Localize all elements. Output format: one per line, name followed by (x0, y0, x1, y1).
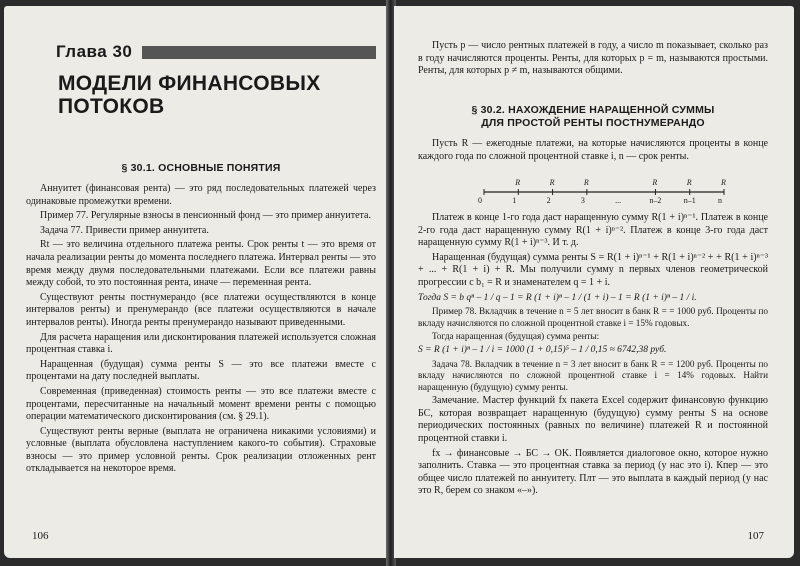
right-page (394, 6, 794, 558)
left-page (4, 6, 388, 558)
paragraph: Наращенная (будущая) сумма ренты S = R(1 + i)ⁿ⁻¹ + R(1 + i)ⁿ⁻² + + R(1 + i)ⁿ⁻³ + ... + R(1 + i) + R. Мы получили сумму n первых членов геометрической прогрессии с b₁ = R и знаменателем q = 1 + i. (418, 251, 768, 288)
timeline-tick-label: 2 (546, 196, 551, 205)
timeline-tick-label: n (718, 196, 722, 205)
paragraph: Пример 77. Регулярные взносы в пенсионный фонд — это пример аннуитета. (40, 210, 371, 222)
chapter-title: МОДЕЛИ ФИНАНСОВЫХ ПОТОКОВ (58, 72, 321, 118)
timeline-payment-label: R (686, 178, 692, 187)
payment-timeline (424, 178, 764, 208)
timeline-payment-label: R (721, 178, 726, 187)
timeline-tick-label: ... (615, 196, 622, 205)
formula-example: S = R (1 + i)ⁿ – 1 / i = 1000 (1 + 0,15)⁵ – 1 / 0,15 ≈ 6742,38 руб. (418, 345, 667, 356)
paragraph: Аннуитет (финансовая рента) — это ряд последовательных платежей через одинаковые промежутки времени. (26, 183, 376, 207)
paragraph: Наращенная (будущая) сумма ренты S — это все платежи вместе с процентами на дату последней выплаты. (26, 358, 376, 383)
timeline-tick-label: n–2 (649, 196, 662, 205)
timeline-tick-label: 0 (478, 196, 482, 205)
timeline-tick-label: 3 (580, 196, 585, 205)
example-78: Пример 78. Вкладчик в течение n = 5 лет вносит в банк R = = 1000 руб. Проценты по вкладу начисляются по сложной процентной ставке i = 15% годовых. (418, 306, 768, 328)
page-number: 107 (747, 530, 764, 542)
timeline-tick-label: 1 (512, 196, 517, 205)
paragraph: Существуют ренты верные (выплата не ограничена никакими условиями) и условные (выплата обусловлена наступлением какого-то события). Страховые взносы — это пример условной ренты. Срок реализации отложенных рент откладывается на некоторое время. (26, 425, 376, 475)
note: Замечание. Мастер функций fx пакета Excel содержит финансовую функцию БС, которая возвращает наращенную (будущую) сумму ренты S на основе периодических постоянных (равных по величине) платежей R и постоянной процентной ставки i. (418, 395, 768, 444)
right-p1 (418, 138, 768, 165)
right-body (418, 212, 768, 500)
formula-body: qⁿ – 1 / q – 1 = R (1 + i)ⁿ – 1 / (1 + i) – 1 = R (1 + i)ⁿ – 1 / i. (466, 292, 697, 303)
paragraph: Существуют ренты постнумерандо (все платежи осуществляются в конце интервалов ренты) и пренумерандо (все платежи осуществляются в начале интервалов ренты). Иногда ренты пренумерандо называют приведенными. (26, 291, 376, 328)
paragraph: Задача 77. Привести пример аннуитета. (40, 224, 209, 236)
formula-prefix: Тогда S = b (418, 292, 464, 303)
chapter-label: Глава 30 (56, 42, 133, 61)
example-78-b: Тогда наращенная (будущая) сумма ренты: (432, 330, 600, 341)
paragraph: Rt — это величина отдельного платежа ренты. Срок ренты t — это время от начала реализации ренты до момента последнего платежа. Интервал ренты — это время между двумя последовательными платежами. Если все платежи равны между собой, то это постоянная рента, иначе — переменная рента. (26, 239, 376, 289)
timeline-tick-label: n–1 (683, 196, 696, 205)
section-title-line2: ДЛЯ ПРОСТОЙ РЕНТЫ ПОСТНУМЕРАНДО (481, 117, 705, 129)
timeline-payment-label: R (652, 178, 658, 187)
paragraph: Платеж в конце 1-го года даст наращенную сумму R(1 + i)ⁿ⁻¹. Платеж в конце 2-го года даст наращенную сумму R(1 + i)ⁿ⁻². Платеж в конце 3-го года даст наращенную сумму R(1 + i)ⁿ⁻³. И т. д. (418, 212, 768, 249)
right-intro (418, 40, 768, 80)
section-title-line1: § 30.2. НАХОЖДЕНИЕ НАРАЩЕННОЙ СУММЫ (471, 104, 715, 116)
section-heading-block (418, 104, 768, 130)
page-number: 106 (32, 530, 49, 542)
timeline-payment-label: R (549, 178, 555, 187)
paragraph: Пусть p — число рентных платежей в году, а число m показывает, сколько раз в году начисляются проценты. Ренты, для которых p = m, называются простыми. Ренты, для которых p ≠ m, называются общими. (418, 40, 768, 77)
chapter-header (56, 42, 376, 62)
formula-sum (418, 292, 768, 305)
timeline-payment-label: R (515, 178, 521, 187)
timeline-axis (424, 178, 764, 208)
timeline-payment-label: R (583, 178, 589, 187)
section-title: § 30.1. ОСНОВНЫЕ ПОНЯТИЯ (121, 162, 281, 174)
chapter-rule (142, 46, 376, 59)
left-body (26, 162, 376, 478)
note-2: fx → финансовые → БС → OK. Появляется диалоговое окно, которое нужно заполнить. Ставка — это процентная ставка за период (у нас это i). Кпер — это общее число платежей по аннуитету. Плт — это выплата в каждый период (у нас это R, берем со знаком «–»). (418, 447, 768, 497)
task-78: Задача 78. Вкладчик в течение n = 3 лет вносит в банк R = = 1200 руб. Проценты по вкладу начисляются по сложной процентной ставке i = 14% годовых. Найти наращенную (будущую) сумму ренты. (418, 358, 768, 392)
paragraph: Пусть R — ежегодные платежи, на которые начисляются проценты в конце каждого года по сложной процентной ставке i, n — срок ренты. (418, 138, 768, 162)
paragraph: Современная (приведенная) стоимость ренты — это все платежи вместе с процентами, пересчитанные на начальный момент времени ренты с помощью операции математического дисконтирования (см. § 29.1). (26, 385, 376, 423)
paragraph: Для расчета наращения или дисконтирования платежей используется сложная процентная ставка i. (26, 331, 376, 356)
